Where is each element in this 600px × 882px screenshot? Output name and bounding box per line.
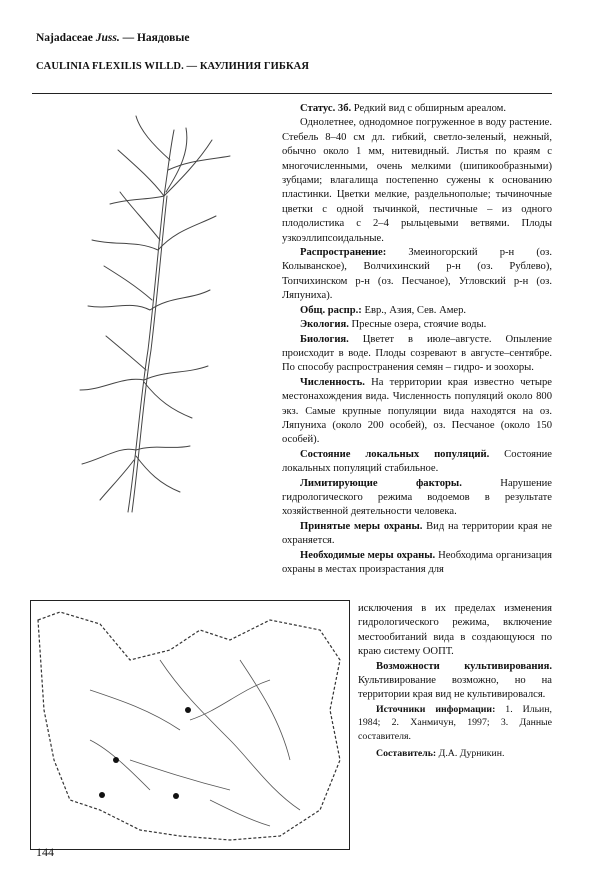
side-text-column: исключения в их пределах изменения гидрологического режима, включение местообитаний вида в создающуюся по краю систему ООПТ. Возможности культивирования. Культивирование возможно, но на территории края вид не культивировался. Источники информации: 1. Ильин, 1984; 2. Ханмичун, 1997; 3. Данные составителя. Составитель: Д.А. Дурникин. xyxy=(358,603,552,760)
family-author: Juss. xyxy=(95,32,120,44)
page-number: 144 xyxy=(36,845,54,859)
main-text-column: Статус. 3б. Редкий вид с обширным ареалом. Однолетнее, однодомное погруженное в воду растение. Стебель 8–40 см дл. гибкий, светло-зеленый, нежный, обычно около 1 мм, нитевидный. Листья по краям с многочисленными, очень мелкими (шипикообразными) зубцами; влагалища постепенно сужены к основанию пластинки. Цветки мелкие, раздельнополые; тычиночные цветки с одной тычинкой, пестичные – из одного плодолистика с 2–4 рыльцевыми ветвями. Плоды узкоэллипсоидальные. Распространение: Змеиногорский р-н (оз. Колыванское), Волчихинский р-н (оз. Рублево), Топчихинском р-н (оз. Песчаное), Угловский р-н (оз. Ляпуниха). Общ. распр.: Евр., Азия, Сев. Амер. Экология. Пресные озера, стоячие воды. Биология. Цветет в июле–августе. Опыление происходит в воде. Плоды созревают в августе–сентябре. По способу распространения семян – гидро- и зоохоры. Численность. На территории края известно четыре местонахождения вида. Численность популяций около 800 экз. Самые крупные популяции вида находятся на оз. Ляпуниха (около 200 особей), оз. Песчаное (около 150 особей). Состояние локальных популяций. Состояние локальных популяций стабильное. Лимитирующие факторы. Нарушение гидрологического режима водоемов в результате хозяйственной деятельности человека. Принятые меры охраны. Вид на территории края не охраняется. Необходимые меры охраны. Необходима организация охраны в местах произрастания для xyxy=(282,103,553,575)
species-title: CAULINIA FLEXILIS WILLD. — КАУЛИНИЯ ГИБКАЯ xyxy=(36,61,310,72)
header-divider xyxy=(32,93,552,94)
description: Однолетнее, однодомное погруженное в воду растение. Стебель 8–40 см дл. гибкий, светло-зеленый, нежный, обычно около 1 мм, нитевидный. Листья по краям с многочисленными, очень мелкими (шипикообразными) зубцами; влагалища постепенно сужены к основанию пластинки. Цветки мелкие, раздельнополые; тычиночные цветки с одной тычинкой, пестичные – из одного плодолистика с 2–4 рыльцевыми ветвями. Плоды узкоэллипсоидальные. xyxy=(282,117,552,244)
family-header: Najadaceae Juss. — Наядовые xyxy=(36,32,190,44)
plant-illustration xyxy=(40,100,270,520)
distribution-map xyxy=(30,600,350,850)
